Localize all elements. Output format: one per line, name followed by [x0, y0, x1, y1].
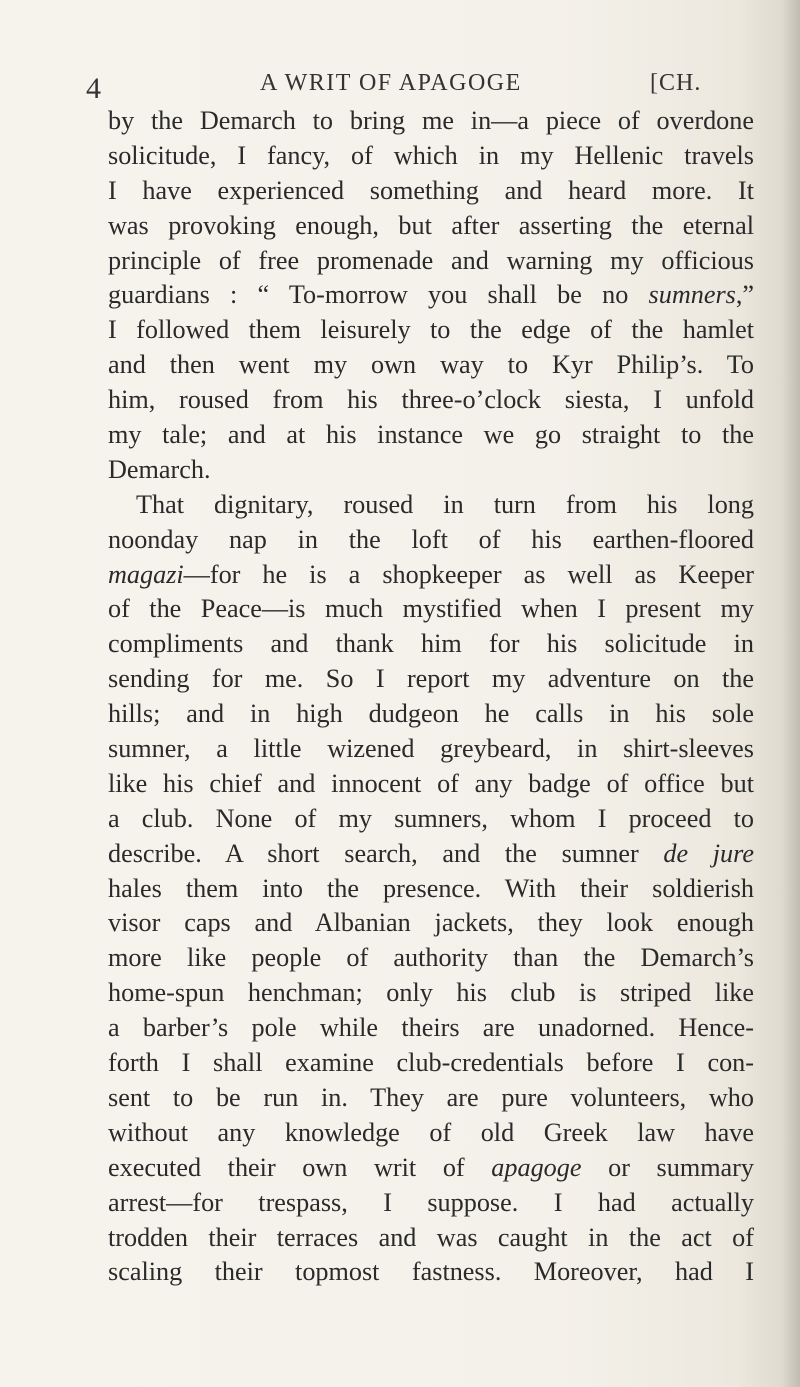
text-segment: describe. A short search, and the sumner [108, 838, 664, 868]
text-line [108, 1081, 754, 1116]
text-segment: of the Peace—is much mystified when I present my [108, 594, 754, 624]
text-line [108, 1151, 754, 1186]
text-segment: and then went my own way to Kyr Philip’s. To [108, 350, 754, 380]
text-segment: by the Demarch to bring me in—a piece of overdone [108, 106, 754, 135]
text-line [108, 802, 754, 837]
text-segment: forth I shall examine club-credentials before I con- [108, 1048, 754, 1078]
page-edge-shadow [782, 0, 800, 1387]
italic-text: de jure [663, 838, 754, 868]
text-segment: That dignitary, roused in turn from his long [136, 489, 754, 519]
text-segment: my tale; and at his instance we go straight to the [108, 420, 754, 450]
text-segment: I followed them leisurely to the edge of the hamlet [108, 315, 754, 345]
text-line [108, 1011, 754, 1046]
text-line [108, 732, 754, 767]
text-segment: sent to be run in. They are pure volunteers, who [108, 1082, 754, 1112]
text-segment: noonday nap in the loft of his earthen-floored [108, 524, 754, 554]
text-line [108, 348, 754, 383]
text-segment: scaling their topmost fastness. Moreover, had I [108, 1257, 754, 1287]
text-segment: or summary [581, 1152, 754, 1182]
text-segment: trodden their terraces and was caught in the act of [108, 1222, 754, 1252]
text-segment: sumner, a little wizened greybeard, in shirt-sleeves [108, 734, 754, 764]
text-segment: more like people of authority than the Demarch’s [108, 943, 754, 973]
text-segment: hills; and in high dudgeon he calls in his sole [108, 699, 754, 729]
text-line [108, 278, 754, 313]
text-segment: solicitude, I fancy, of which in my Hellenic travels [108, 140, 754, 170]
text-line [108, 941, 754, 976]
page-header [0, 66, 800, 106]
chapter-mark: [CH. [650, 70, 702, 96]
text-segment: home-spun henchman; only his club is striped like [108, 978, 754, 1008]
text-segment: a barber’s pole while theirs are unadorned. Hence- [108, 1013, 754, 1043]
text-line [108, 662, 754, 697]
text-line [108, 1116, 754, 1151]
text-line [108, 767, 754, 802]
text-segment: sending for me. So I report my adventure on the [108, 664, 754, 694]
text-line [108, 139, 754, 174]
text-line [108, 1221, 754, 1256]
text-line [108, 976, 754, 1011]
text-segment: was provoking enough, but after asserting the eternal [108, 210, 754, 240]
text-segment: executed their own writ of [108, 1152, 492, 1182]
text-line [108, 453, 754, 488]
text-line [108, 1255, 754, 1290]
text-line [108, 627, 754, 662]
text-line [108, 209, 754, 244]
text-segment: arrest—for trespass, I suppose. I had actually [108, 1187, 754, 1217]
text-segment: him, roused from his three-o’clock siesta, I unfold [108, 385, 754, 415]
text-line [108, 104, 754, 139]
text-line [108, 592, 754, 627]
text-segment: Demarch. [108, 454, 211, 484]
text-line [108, 697, 754, 732]
text-segment: I have experienced something and heard more. It [108, 175, 754, 205]
text-segment: ,” [735, 280, 754, 310]
text-line [108, 488, 754, 523]
text-segment: hales them into the presence. With their soldierish [108, 873, 754, 903]
italic-text: magazi [108, 559, 184, 589]
text-line [108, 523, 754, 558]
text-segment: visor caps and Albanian jackets, they look enough [108, 908, 754, 938]
italic-text: apagoge [491, 1152, 582, 1182]
text-segment: without any knowledge of old Greek law have [108, 1117, 754, 1147]
text-line [108, 837, 754, 872]
text-line [108, 872, 754, 907]
italic-text: sumners [648, 280, 736, 310]
running-title: A WRIT OF APAGOGE [260, 70, 522, 96]
text-segment: compliments and thank him for his solicitude in [108, 629, 754, 659]
page-number: 4 [86, 72, 101, 105]
text-segment: principle of free promenade and warning my officious [108, 245, 754, 275]
text-line [108, 383, 754, 418]
text-line [108, 558, 754, 593]
text-line [108, 1186, 754, 1221]
text-segment: guardians : “ To-morrow you shall be no [108, 280, 649, 310]
body-text [108, 104, 754, 1290]
text-line [108, 906, 754, 941]
text-line [108, 313, 754, 348]
text-line [108, 174, 754, 209]
text-segment: like his chief and innocent of any badge of office but [108, 768, 754, 798]
text-line [108, 1046, 754, 1081]
text-segment: —for he is a shopkeeper as well as Keeper [183, 559, 754, 589]
text-line [108, 418, 754, 453]
text-segment: a club. None of my sumners, whom I proceed to [108, 803, 754, 833]
text-line [108, 244, 754, 279]
